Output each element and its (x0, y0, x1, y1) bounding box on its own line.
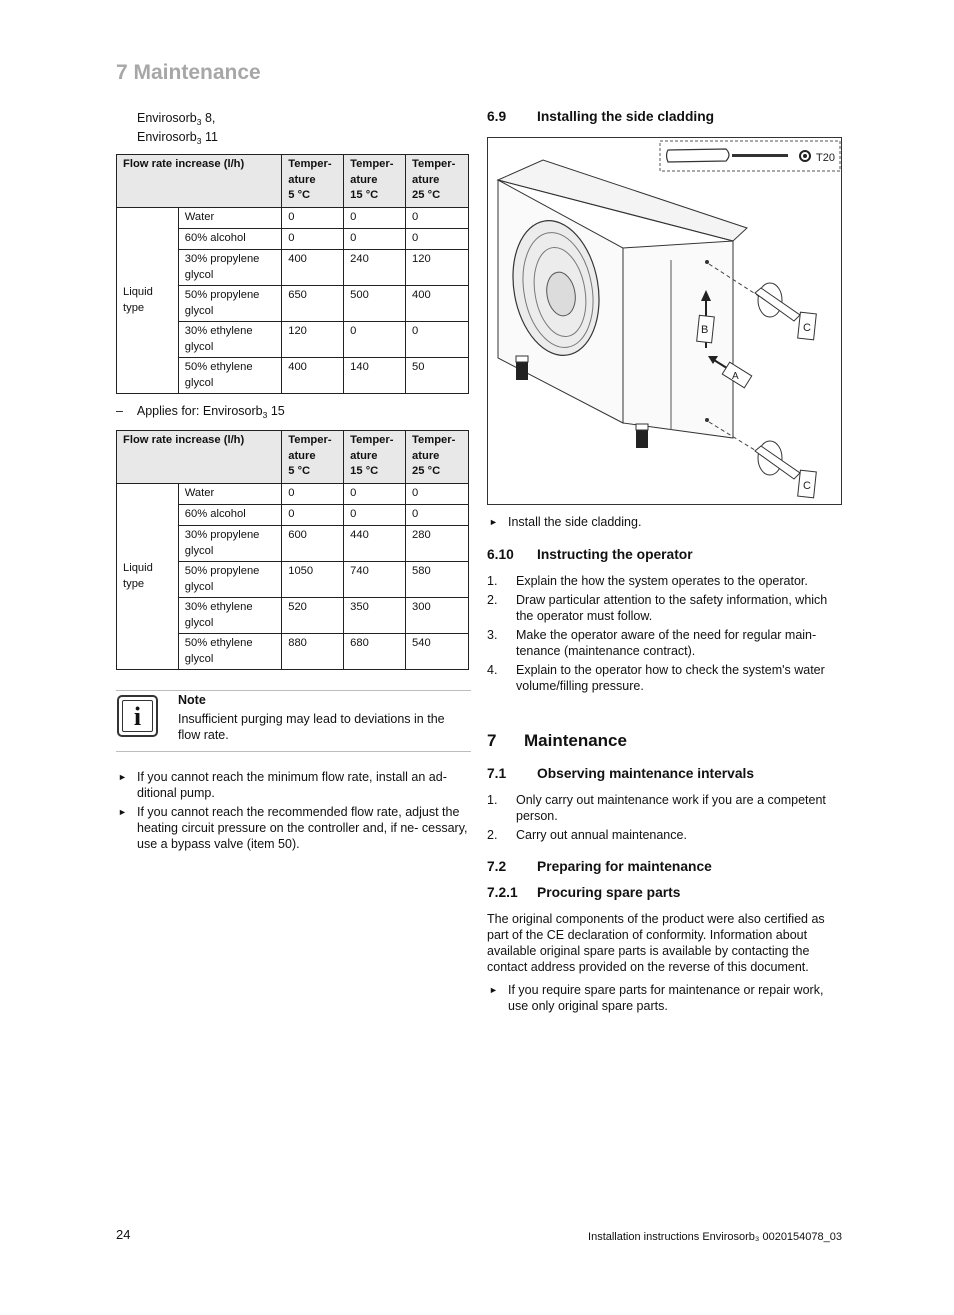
list-item: 3. Make the operator aware of the need for regular main- tenance (maintenance contract). (487, 628, 817, 658)
table-cell: 540 (406, 634, 469, 670)
list-item: 2. Draw particular attention to the safety information, which the operator must follow. (487, 593, 828, 623)
list-item: ► If you cannot reach the recommended flow rate, adjust the heating circuit pressure on the controller and, if ne- cessary, use a bypass valve (item 50). (118, 805, 468, 851)
table-cell: 740 (344, 562, 406, 598)
table-cell: 0 (344, 229, 406, 250)
section-heading-7: 7 Maintenance (487, 731, 627, 750)
table-cell: 0 (344, 484, 406, 505)
info-icon: i (117, 695, 158, 737)
bullet-arrow-icon: ► (118, 807, 127, 817)
table-cell: 120 (406, 250, 469, 286)
section-heading-6-9: 6.9 Installing the side cladding (487, 109, 715, 124)
table-cell: 0 (344, 505, 406, 526)
liquid-name: 60% alcohol (178, 229, 281, 250)
table-cell: 0 (406, 229, 469, 250)
table-cell: 300 (406, 598, 469, 634)
document-reference: Installation instructions Envirosorb₃ 0020154078_03 (588, 1231, 842, 1243)
bullet-arrow-icon: ► (489, 517, 498, 527)
intro-model-line-1: Envirosorb$_3$ 8, (137, 111, 216, 127)
note-heading: Note (178, 693, 206, 707)
table-cell: 0 (282, 505, 344, 526)
liquid-name: 30% ethylene glycol (178, 322, 281, 358)
table-header-temp-25: Temper- ature 25 °C (406, 431, 469, 484)
table-cell: 680 (344, 634, 406, 670)
side-cladding-figure (487, 137, 842, 505)
table-cell: 50 (406, 358, 469, 394)
list-item: 1. Only carry out maintenance work if you are a competent person. (487, 793, 826, 823)
screwdriver-icon (667, 149, 789, 162)
label-c: C (803, 480, 811, 492)
table-cell: 500 (344, 286, 406, 322)
table-header-temp-5: Temper- ature 5 °C (282, 431, 344, 484)
list-item: 2. Carry out annual maintenance. (487, 828, 687, 842)
table-header-temp-5: Temper- ature 5 °C (282, 155, 344, 208)
bullet-arrow-icon: ► (118, 772, 127, 782)
note-bottom-rule (116, 751, 471, 752)
table-cell: 0 (282, 484, 344, 505)
tool-size-label: T20 (816, 152, 835, 164)
flow-rate-instructions (116, 769, 471, 855)
table-cell: 280 (406, 526, 469, 562)
liquid-name: 50% ethylene glycol (178, 634, 281, 670)
operator-steps (487, 573, 845, 697)
maintenance-interval-steps (487, 792, 845, 846)
table-cell: 0 (282, 208, 344, 229)
liquid-name: 60% alcohol (178, 505, 281, 526)
label-a: A (732, 371, 739, 382)
table-cell: 0 (282, 229, 344, 250)
bullet-arrow-icon: ► (489, 985, 498, 995)
table-cell: 1050 (282, 562, 344, 598)
table-cell: 580 (406, 562, 469, 598)
list-item: ► If you require spare parts for maintenance or repair work, use only original spare parts. (489, 983, 824, 1013)
list-item: ► Install the side cladding. (489, 515, 642, 529)
table-header-temp-25: Temper- ature 25 °C (406, 155, 469, 208)
list-item: 4. Explain to the operator how to check the system's water volume/filling pressure. (487, 663, 825, 693)
screwdriver-icon (755, 446, 800, 479)
side-cladding-instructions (487, 514, 845, 533)
table-header-flow-rate: Flow rate increase (l/h) (117, 431, 282, 484)
table-cell: 0 (406, 484, 469, 505)
table-cell: 400 (406, 286, 469, 322)
heat-pump-unit (498, 160, 747, 448)
table-cell: 650 (282, 286, 344, 322)
table-cell: 520 (282, 598, 344, 634)
table-cell: 120 (282, 322, 344, 358)
liquid-name: 50% propylene glycol (178, 286, 281, 322)
section-heading-7-2: 7.2 Preparing for maintenance (487, 859, 712, 874)
spare-parts-instructions (487, 982, 845, 1017)
page-number: 24 (116, 1227, 131, 1242)
table-header-temp-15: Temper- ature 15 °C (344, 155, 406, 208)
table-cell: 140 (344, 358, 406, 394)
note-top-rule (116, 690, 471, 691)
list-item: ► If you cannot reach the minimum flow rate, install an ad- ditional pump. (118, 770, 447, 800)
table-cell: 0 (344, 322, 406, 358)
screwdriver-icon (755, 288, 800, 321)
table-cell: 0 (406, 322, 469, 358)
liquid-name: 30% ethylene glycol (178, 598, 281, 634)
intro-models (137, 109, 437, 147)
table-cell: 440 (344, 526, 406, 562)
table-cell: 600 (282, 526, 344, 562)
spare-parts-paragraph: The original components of the product were also certified as part of the CE declaration of conformity. Information about available original spare parts is available by contacting the contact address provided on the reverse of this document. (487, 912, 825, 974)
liquid-name: Water (178, 208, 281, 229)
heat-pump-illustration (488, 138, 842, 505)
liquid-name: Water (178, 484, 281, 505)
table-cell: 400 (282, 250, 344, 286)
table-cell: 0 (406, 505, 469, 526)
table-cell: 400 (282, 358, 344, 394)
liquid-type-label: Liquid type (117, 484, 179, 670)
note-text: Insufficient purging may lead to deviations in the flow rate. (178, 712, 445, 742)
liquid-name: 30% propylene glycol (178, 250, 281, 286)
section-heading-7-2-1: 7.2.1 Procuring spare parts (487, 885, 681, 900)
intro-model-line-2: Envirosorb$_3$ 11 (137, 130, 218, 146)
page-header-title: 7 Maintenance (116, 61, 261, 84)
section-heading-6-10: 6.10 Instructing the operator (487, 547, 693, 562)
table-cell: 0 (344, 208, 406, 229)
table-cell: 880 (282, 634, 344, 670)
table-header-temp-15: Temper- ature 15 °C (344, 431, 406, 484)
liquid-name: 50% propylene glycol (178, 562, 281, 598)
table-header-flow-rate: Flow rate increase (l/h) (117, 155, 282, 208)
label-c: C (803, 322, 811, 334)
table-cell: 350 (344, 598, 406, 634)
section-heading-7-1: 7.1 Observing maintenance intervals (487, 766, 754, 781)
liquid-name: 50% ethylene glycol (178, 358, 281, 394)
liquid-type-label: Liquid type (117, 208, 179, 394)
table-cell: 0 (406, 208, 469, 229)
liquid-name: 30% propylene glycol (178, 526, 281, 562)
list-item: 1. Explain the how the system operates to the operator. (487, 574, 808, 588)
table-cell: 240 (344, 250, 406, 286)
flow-rate-table-1 (116, 154, 469, 394)
applies-for-note: – Applies for: Envirosorb$_3$ 15 (116, 404, 285, 420)
label-b: B (701, 324, 709, 336)
flow-rate-table-2 (116, 430, 469, 670)
